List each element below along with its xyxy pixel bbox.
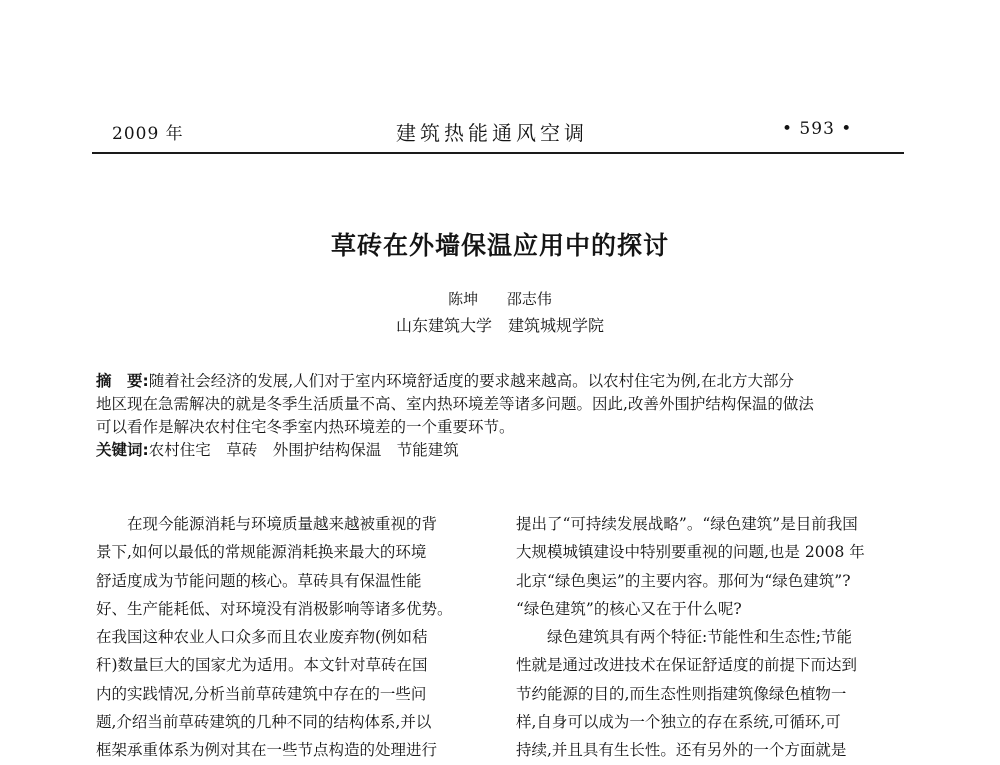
body-line: 在我国这种农业人口众多而且农业废弃物(例如秸 bbox=[96, 628, 428, 647]
body-line: 好、生产能耗低、对环境没有消极影响等诸多优势。 bbox=[96, 599, 453, 618]
body-column-left bbox=[96, 510, 488, 765]
header-page-number: • 593 • bbox=[782, 119, 853, 139]
author-name: 陈坤 bbox=[448, 290, 479, 308]
author-affiliation: 山东建筑大学 建筑城规学院 bbox=[395, 316, 604, 335]
body-line: 性就是通过改进技术在保证舒适度的前提下而达到 bbox=[516, 656, 858, 675]
body-line: “绿色建筑”的核心又在于什么呢? bbox=[516, 599, 742, 618]
abstract-line bbox=[96, 370, 908, 393]
body-line: 在现今能源消耗与环境质量越来越被重视的背 bbox=[96, 515, 438, 533]
body-line: 秆)数量巨大的国家尤为适用。本文针对草砖在国 bbox=[96, 656, 428, 675]
body-line: 舒适度成为节能问题的核心。草砖具有保温性能 bbox=[96, 571, 422, 590]
body-line: 题,介绍当前草砖建筑的几种不同的结构体系,并以 bbox=[96, 713, 432, 732]
body-line: 内的实践情况,分析当前草砖建筑中存在的一些问 bbox=[96, 684, 427, 703]
keywords bbox=[96, 439, 908, 462]
body-line: 提出了“可持续发展战略”。“绿色建筑”是目前我国 bbox=[516, 515, 858, 533]
article-authors bbox=[0, 288, 1000, 309]
article-title: 草砖在外墙保温应用中的探讨 bbox=[330, 231, 669, 260]
body-column-right bbox=[516, 510, 908, 765]
abstract-line: 可以看作是解决农村住宅冬季室内热环境差的一个重要环节。 bbox=[96, 418, 515, 436]
header-divider bbox=[92, 152, 904, 154]
body-line: 绿色建筑具有两个特征:节能性和生态性;节能 bbox=[516, 628, 852, 647]
header-journal-title: 建筑热能通风空调 bbox=[396, 121, 588, 145]
author-name: 邵志伟 bbox=[506, 290, 552, 308]
keywords-label: 关键词: bbox=[96, 441, 149, 459]
abstract-text: 随着社会经济的发展,人们对于室内环境舒适度的要求越来越高。以农村住宅为例,在北方大部分 bbox=[148, 372, 795, 390]
body-line: 持续,并且具有生长性。还有另外的一个方面就是 bbox=[516, 741, 847, 760]
keywords-text: 农村住宅 草砖 外围护结构保温 节能建筑 bbox=[148, 441, 459, 459]
body-line: 景下,如何以最低的常规能源消耗换来最大的环境 bbox=[96, 543, 427, 562]
abstract-line: 地区现在急需解决的就是冬季生活质量不高、室内热环境差等诸多问题。因此,改善外围护结构保温的做法 bbox=[96, 395, 814, 413]
body-line: 节约能源的目的,而生态性则指建筑像绿色植物一 bbox=[516, 684, 847, 703]
body-line: 北京“绿色奥运”的主要内容。那何为“绿色建筑”? bbox=[516, 571, 851, 590]
header-year: 2009 年 bbox=[112, 124, 184, 144]
body-line: 框架承重体系为例对其在一些节点构造的处理进行 bbox=[96, 741, 438, 760]
body-line: 样,自身可以成为一个独立的存在系统,可循环,可 bbox=[516, 713, 841, 732]
abstract-label: 摘 要: bbox=[96, 372, 149, 390]
body-line: 大规模城镇建设中特别要重视的问题,也是 2008 年 bbox=[516, 543, 865, 562]
abstract bbox=[96, 370, 908, 462]
